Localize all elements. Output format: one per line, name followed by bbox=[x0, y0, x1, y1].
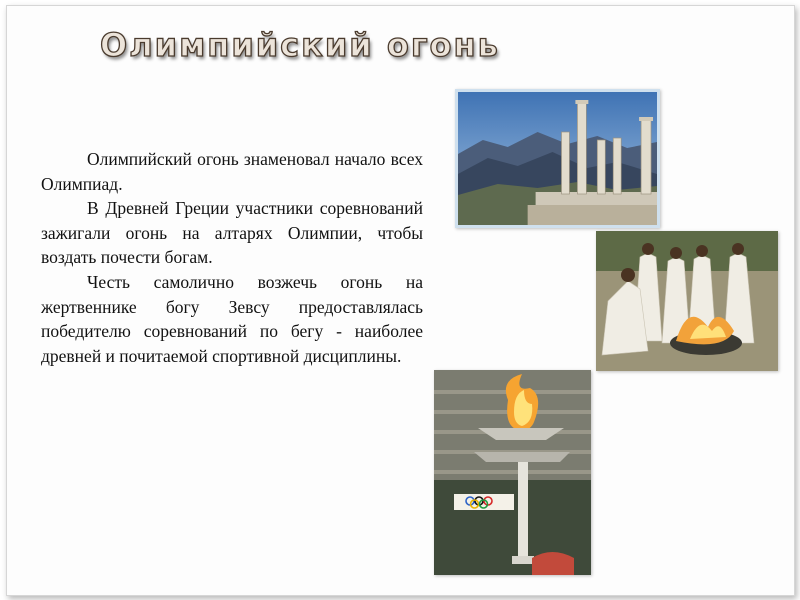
cauldron-illustration bbox=[434, 370, 591, 575]
photo-priestesses-lighting-flame bbox=[596, 231, 778, 371]
photo-delphi-ruins bbox=[455, 89, 660, 228]
paragraph-2: В Древней Греции участники соревнований зажигали огонь на алтарях Олимпии, чтобы воздать почести богам. bbox=[41, 198, 423, 268]
paragraph-1: Олимпийский огонь знаменовал начало всех Олимпиад. bbox=[41, 149, 423, 194]
photo-olympic-cauldron bbox=[434, 370, 591, 575]
delphi-ruins-illustration bbox=[458, 92, 657, 225]
priestesses-illustration bbox=[596, 231, 778, 371]
slide-body-text bbox=[41, 147, 423, 368]
slide-title: Олимпийский огонь bbox=[100, 26, 500, 64]
paragraph-3: Честь самолично возжечь огонь на жертвеннике богу Зевсу предоставлялась победителю соревнований по бегу - наиболее древней и почитаемой спортивной дисциплины. bbox=[41, 271, 423, 366]
